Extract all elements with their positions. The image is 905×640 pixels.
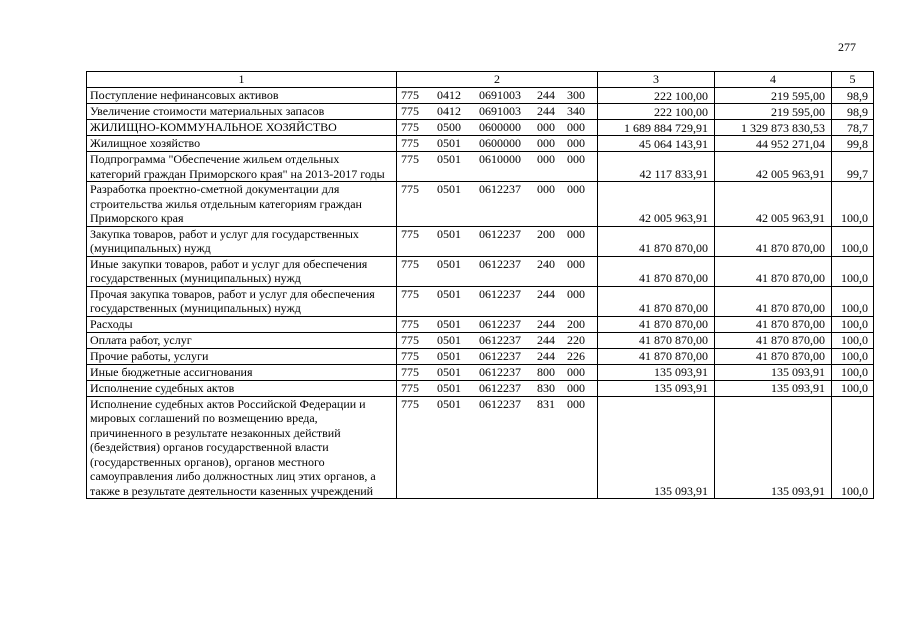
row-codes <box>397 88 598 104</box>
code-c2: 0501 <box>437 182 461 196</box>
code-c2: 0501 <box>437 256 461 271</box>
row-value-col3: 41 870 870,00 <box>598 256 715 286</box>
row-percent-col5: 78,7 <box>832 120 874 136</box>
code-c1: 775 <box>401 380 419 395</box>
code-c2: 0412 <box>437 88 461 102</box>
code-c4: 000 <box>537 136 555 150</box>
row-value-col3: 41 870 870,00 <box>598 348 715 364</box>
table-header-row <box>87 72 874 88</box>
code-c5: 000 <box>567 152 585 166</box>
code-c4: 000 <box>537 182 555 196</box>
row-value-col4: 41 870 870,00 <box>715 332 832 348</box>
code-c1: 775 <box>401 364 419 379</box>
row-value-col4: 41 870 870,00 <box>715 256 832 286</box>
row-value-col3: 135 093,91 <box>598 364 715 380</box>
row-name: Расходы <box>87 316 397 332</box>
row-percent-col5: 100,0 <box>832 226 874 256</box>
table-row <box>87 316 874 332</box>
row-value-col4: 135 093,91 <box>715 364 832 380</box>
row-percent-col5: 100,0 <box>832 396 874 499</box>
table-row <box>87 136 874 152</box>
code-c3: 0691003 <box>479 88 521 102</box>
row-value-col4: 44 952 271,04 <box>715 136 832 152</box>
row-value-col3: 42 005 963,91 <box>598 182 715 227</box>
row-value-col4: 135 093,91 <box>715 396 832 499</box>
row-value-col3: 1 689 884 729,91 <box>598 120 715 136</box>
row-name: Разработка проектно-сметной документации для строительства жилья отдельным категориям граждан Приморского края <box>87 182 397 227</box>
code-c1: 775 <box>401 182 419 196</box>
code-c3: 0612237 <box>479 396 521 411</box>
table-row <box>87 226 874 256</box>
table-row <box>87 364 874 380</box>
code-c1: 775 <box>401 348 419 363</box>
row-percent-col5: 100,0 <box>832 364 874 380</box>
code-c5: 000 <box>567 182 585 196</box>
row-value-col3: 135 093,91 <box>598 380 715 396</box>
table-row <box>87 256 874 286</box>
code-c4: 244 <box>537 88 555 102</box>
code-c3: 0612237 <box>479 226 521 241</box>
code-c2: 0501 <box>437 380 461 395</box>
code-c1: 775 <box>401 286 419 301</box>
row-name: Оплата работ, услуг <box>87 332 397 348</box>
table-row <box>87 182 874 227</box>
code-c5: 220 <box>567 332 585 347</box>
code-c3: 0612237 <box>479 256 521 271</box>
header-col-1: 1 <box>87 72 397 88</box>
row-name: Прочая закупка товаров, работ и услуг для обеспечения государственных (муниципальных) нужд <box>87 286 397 316</box>
code-c2: 0501 <box>437 286 461 301</box>
row-percent-col5: 99,7 <box>832 152 874 182</box>
table-row <box>87 152 874 182</box>
code-c3: 0612237 <box>479 380 521 395</box>
table-row <box>87 104 874 120</box>
code-c3: 0600000 <box>479 136 521 150</box>
row-codes <box>397 316 598 332</box>
code-c3: 0610000 <box>479 152 521 166</box>
code-c5: 000 <box>567 396 585 411</box>
code-c2: 0501 <box>437 332 461 347</box>
header-col-4: 4 <box>715 72 832 88</box>
table-row <box>87 120 874 136</box>
row-percent-col5: 98,9 <box>832 104 874 120</box>
code-c4: 244 <box>537 104 555 118</box>
row-value-col3: 41 870 870,00 <box>598 226 715 256</box>
row-codes <box>397 120 598 136</box>
header-col-2: 2 <box>397 72 598 88</box>
code-c3: 0612237 <box>479 286 521 301</box>
table-row <box>87 332 874 348</box>
row-percent-col5: 100,0 <box>832 380 874 396</box>
code-c2: 0412 <box>437 104 461 118</box>
row-value-col3: 41 870 870,00 <box>598 332 715 348</box>
row-value-col3: 222 100,00 <box>598 88 715 104</box>
code-c1: 775 <box>401 152 419 166</box>
code-c1: 775 <box>401 226 419 241</box>
row-name: Иные бюджетные ассигнования <box>87 364 397 380</box>
row-value-col3: 41 870 870,00 <box>598 286 715 316</box>
code-c5: 000 <box>567 120 585 134</box>
row-value-col4: 42 005 963,91 <box>715 182 832 227</box>
row-codes <box>397 104 598 120</box>
code-c2: 0501 <box>437 316 461 331</box>
table-row <box>87 380 874 396</box>
code-c3: 0612237 <box>479 182 521 196</box>
row-percent-col5: 100,0 <box>832 348 874 364</box>
row-codes <box>397 332 598 348</box>
code-c2: 0501 <box>437 136 461 150</box>
code-c4: 244 <box>537 332 555 347</box>
code-c5: 000 <box>567 286 585 301</box>
code-c1: 775 <box>401 120 419 134</box>
row-value-col4: 42 005 963,91 <box>715 152 832 182</box>
row-value-col3: 222 100,00 <box>598 104 715 120</box>
code-c1: 775 <box>401 332 419 347</box>
code-c4: 240 <box>537 256 555 271</box>
code-c4: 830 <box>537 380 555 395</box>
header-col-5: 5 <box>832 72 874 88</box>
code-c4: 800 <box>537 364 555 379</box>
page-number: 277 <box>838 40 856 54</box>
code-c2: 0501 <box>437 396 461 411</box>
code-c5: 000 <box>567 226 585 241</box>
code-c3: 0691003 <box>479 104 521 118</box>
code-c5: 000 <box>567 364 585 379</box>
code-c3: 0612237 <box>479 332 521 347</box>
row-name: Увеличение стоимости материальных запасов <box>87 104 397 120</box>
code-c2: 0501 <box>437 364 461 379</box>
code-c4: 244 <box>537 348 555 363</box>
code-c4: 200 <box>537 226 555 241</box>
code-c2: 0501 <box>437 152 461 166</box>
code-c4: 000 <box>537 152 555 166</box>
code-c5: 200 <box>567 316 585 331</box>
row-value-col4: 1 329 873 830,53 <box>715 120 832 136</box>
row-percent-col5: 100,0 <box>832 316 874 332</box>
code-c1: 775 <box>401 316 419 331</box>
row-name: ЖИЛИЩНО-КОММУНАЛЬНОЕ ХОЗЯЙСТВО <box>87 120 397 136</box>
row-codes <box>397 380 598 396</box>
code-c5: 340 <box>567 104 585 118</box>
code-c5: 226 <box>567 348 585 363</box>
budget-table <box>86 71 874 499</box>
row-value-col3: 42 117 833,91 <box>598 152 715 182</box>
row-codes <box>397 152 598 182</box>
code-c4: 244 <box>537 316 555 331</box>
table-row <box>87 88 874 104</box>
row-name: Поступление нефинансовых активов <box>87 88 397 104</box>
code-c1: 775 <box>401 104 419 118</box>
code-c4: 831 <box>537 396 555 411</box>
row-name: Исполнение судебных актов <box>87 380 397 396</box>
code-c1: 775 <box>401 256 419 271</box>
row-codes <box>397 348 598 364</box>
code-c5: 000 <box>567 380 585 395</box>
row-name: Иные закупки товаров, работ и услуг для обеспечения государственных (муниципальных) нужд <box>87 256 397 286</box>
code-c2: 0500 <box>437 120 461 134</box>
row-value-col4: 41 870 870,00 <box>715 226 832 256</box>
code-c3: 0612237 <box>479 364 521 379</box>
row-value-col4: 219 595,00 <box>715 104 832 120</box>
code-c4: 000 <box>537 120 555 134</box>
code-c3: 0612237 <box>479 316 521 331</box>
row-name: Закупка товаров, работ и услуг для государственных (муниципальных) нужд <box>87 226 397 256</box>
row-codes <box>397 182 598 227</box>
row-name: Жилищное хозяйство <box>87 136 397 152</box>
row-value-col4: 41 870 870,00 <box>715 316 832 332</box>
code-c3: 0600000 <box>479 120 521 134</box>
row-codes <box>397 226 598 256</box>
row-percent-col5: 100,0 <box>832 256 874 286</box>
table-row <box>87 286 874 316</box>
row-value-col3: 45 064 143,91 <box>598 136 715 152</box>
code-c5: 000 <box>567 256 585 271</box>
code-c1: 775 <box>401 88 419 102</box>
row-value-col3: 135 093,91 <box>598 396 715 499</box>
row-percent-col5: 100,0 <box>832 332 874 348</box>
row-name: Подпрограмма "Обеспечение жильем отдельных категорий граждан Приморского края" на 2013-2017 годы <box>87 152 397 182</box>
header-col-3: 3 <box>598 72 715 88</box>
row-percent-col5: 99,8 <box>832 136 874 152</box>
row-codes <box>397 136 598 152</box>
code-c1: 775 <box>401 396 419 411</box>
row-percent-col5: 98,9 <box>832 88 874 104</box>
table-row <box>87 396 874 499</box>
row-value-col4: 41 870 870,00 <box>715 348 832 364</box>
row-value-col4: 41 870 870,00 <box>715 286 832 316</box>
code-c4: 244 <box>537 286 555 301</box>
code-c2: 0501 <box>437 348 461 363</box>
row-codes <box>397 364 598 380</box>
row-value-col3: 41 870 870,00 <box>598 316 715 332</box>
code-c5: 000 <box>567 136 585 150</box>
code-c5: 300 <box>567 88 585 102</box>
row-codes <box>397 396 598 499</box>
code-c3: 0612237 <box>479 348 521 363</box>
code-c1: 775 <box>401 136 419 150</box>
code-c2: 0501 <box>437 226 461 241</box>
row-name: Прочие работы, услуги <box>87 348 397 364</box>
row-value-col4: 135 093,91 <box>715 380 832 396</box>
row-percent-col5: 100,0 <box>832 182 874 227</box>
row-name: Исполнение судебных актов Российской Федерации и мировых соглашений по возмещению вреда, причиненного в результате незаконных действий (бездействия) органов государственной власти (государственных органов), органов местного самоуправления либо должностных лиц этих органов, а также в результате деятельности казенных учреждений <box>87 396 397 499</box>
row-percent-col5: 100,0 <box>832 286 874 316</box>
table-row <box>87 348 874 364</box>
row-codes <box>397 286 598 316</box>
row-codes <box>397 256 598 286</box>
row-value-col4: 219 595,00 <box>715 88 832 104</box>
